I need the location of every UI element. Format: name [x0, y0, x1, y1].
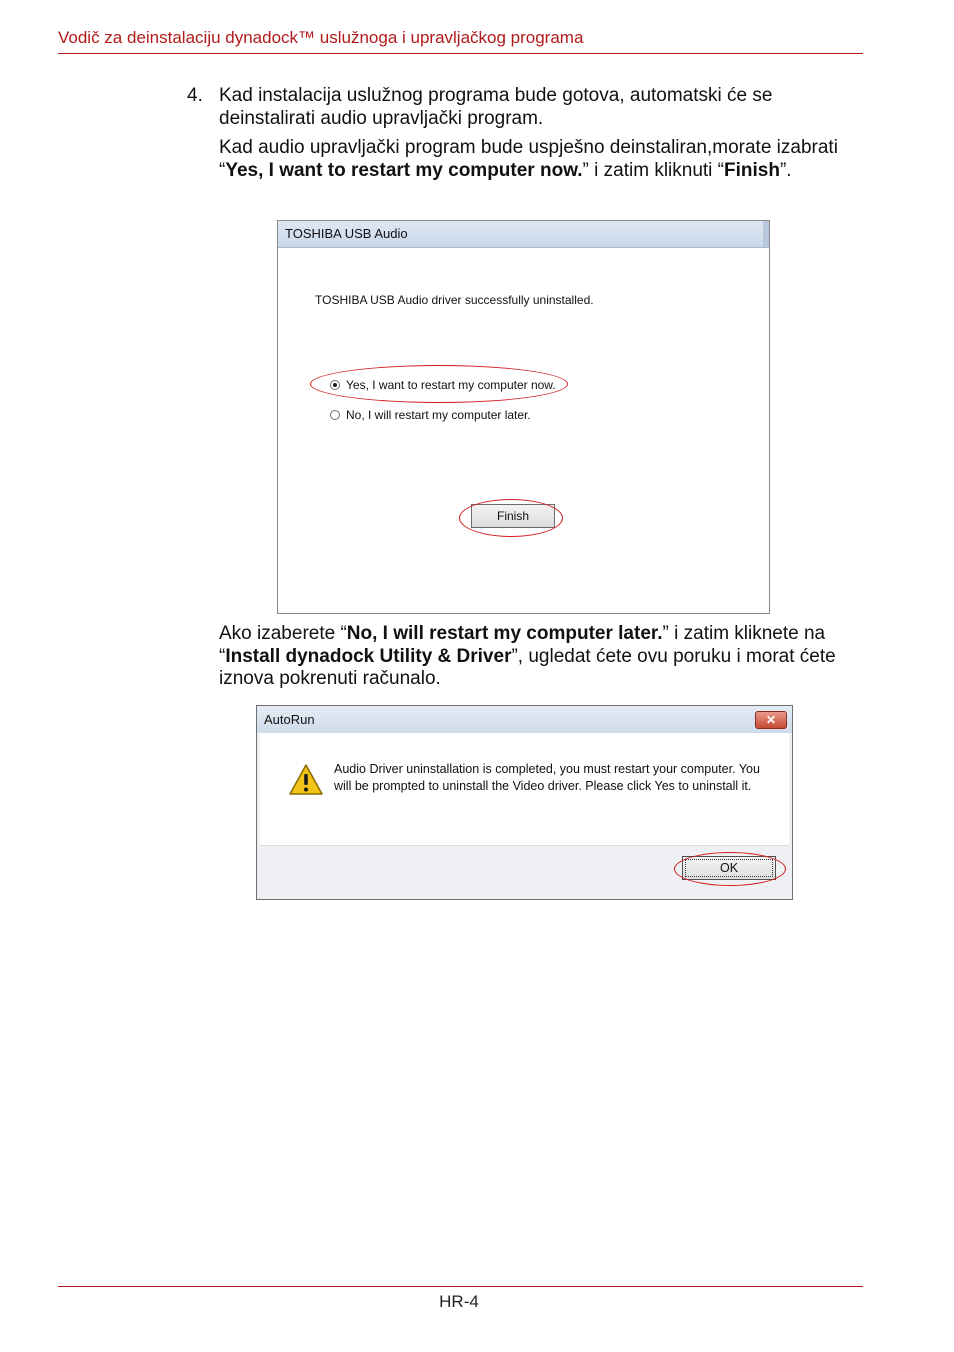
dialog-titlebar	[257, 706, 792, 733]
dialog-title: AutoRun	[264, 712, 315, 727]
step-paragraph-3	[219, 623, 864, 691]
radio-unchecked-icon[interactable]	[330, 410, 340, 420]
close-icon[interactable]: ✕	[755, 711, 787, 729]
warning-icon	[288, 763, 324, 797]
radio-restart-later-label: No, I will restart my computer later.	[346, 408, 531, 422]
dialog-message: Audio Driver uninstallation is completed, you must restart your computer. You will be prompted to uninstall the Video driver. Please click Yes to uninstall it.	[334, 762, 760, 793]
para2-text-a: Kad audio upravljački program bude uspješno deinstaliran,morate izabrati “	[219, 137, 838, 181]
step-number: 4.	[187, 85, 203, 106]
dialog-message: TOSHIBA USB Audio driver successfully uninstalled.	[315, 293, 594, 307]
para2-text-c: ” i zatim kliknuti “	[582, 159, 725, 181]
highlight-ellipse-ok	[674, 852, 786, 886]
para3-text-e: ”, ugledat ćete ovu poruku i morat ćete iznova pokrenuti računalo.	[219, 645, 836, 689]
para3-bold-no: No, I will restart my computer later.	[346, 623, 663, 644]
autorun-dialog	[256, 705, 793, 900]
para2-bold-yes: Yes, I want to restart my computer now.	[225, 159, 583, 181]
highlight-ellipse-finish	[459, 499, 563, 537]
para2-text-e: ”.	[779, 159, 792, 181]
header-divider	[58, 53, 863, 54]
page-number: HR-4	[439, 1292, 479, 1311]
ok-button[interactable]: OK	[682, 856, 776, 880]
para3-bold-install: Install dynadock Utility & Driver	[225, 645, 512, 667]
toshiba-usb-audio-dialog	[277, 220, 770, 614]
step-paragraph-1: Kad instalacija uslužnog programa bude gotova, automatski će se deinstalirati audio upravljački program.	[219, 85, 773, 129]
para2-bold-finish: Finish	[724, 159, 780, 181]
dialog-title: TOSHIBA USB Audio	[285, 226, 408, 241]
para3-text-a: Ako izaberete “	[219, 623, 347, 644]
radio-restart-now-label: Yes, I want to restart my computer now.	[346, 378, 556, 392]
finish-button[interactable]: Finish	[471, 504, 555, 528]
header-title: Vodič za deinstalaciju dynadock™ uslužnoga i upravljačkog programa	[58, 28, 584, 47]
footer-divider	[58, 1286, 863, 1287]
step-paragraph-2	[219, 137, 864, 182]
dialog-titlebar	[278, 221, 769, 248]
highlight-ellipse-yes	[310, 365, 568, 403]
radio-restart-later[interactable]	[330, 408, 531, 422]
dialog-body	[260, 733, 789, 846]
para3-text-c: ” i zatim kliknete na “	[219, 623, 826, 667]
